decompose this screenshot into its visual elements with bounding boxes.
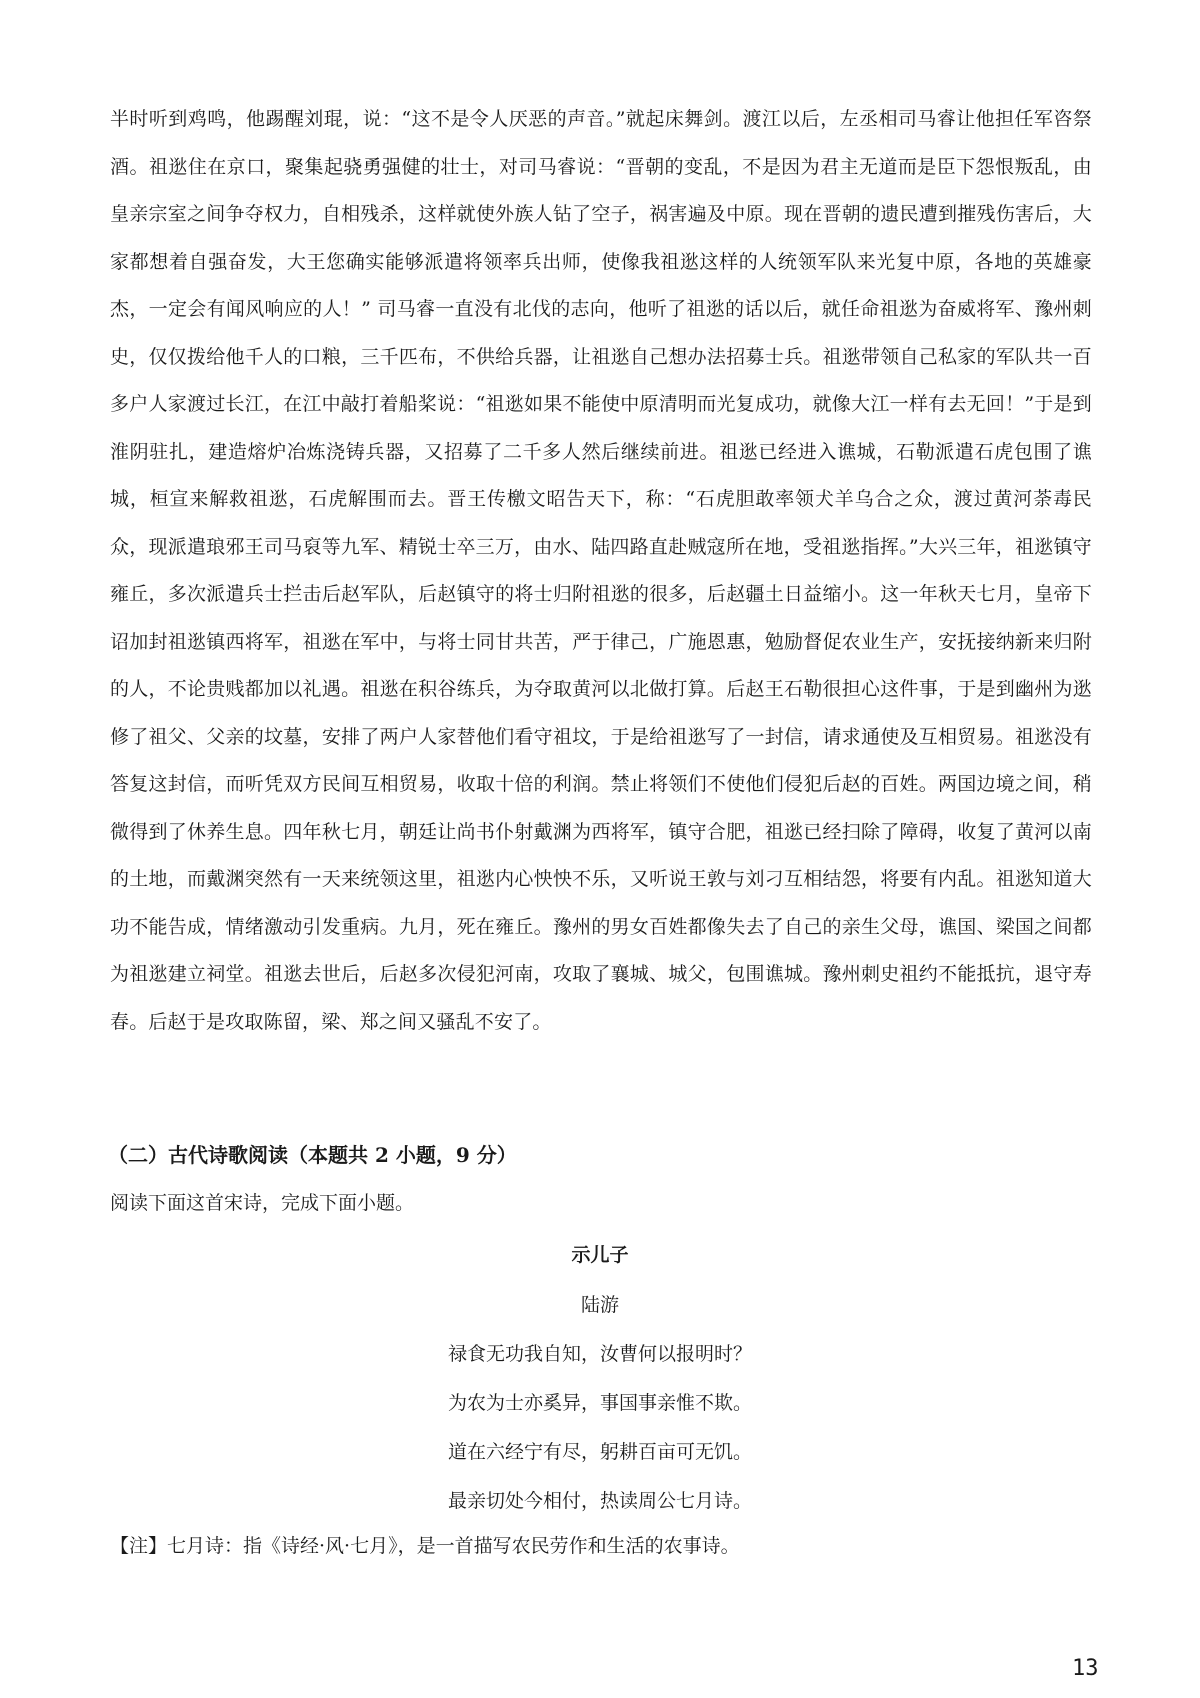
poem-line: 为农为士亦奚异，事国事亲惟不欺。	[447, 1392, 752, 1414]
poem-line: 最亲切处今相付，热读周公七月诗。	[447, 1490, 752, 1512]
poem-author: 陆游	[580, 1294, 619, 1316]
poem-lines	[0, 1330, 1200, 1526]
poem-line: 道在六经宁有尽，躬耕百亩可无饥。	[447, 1441, 752, 1463]
body-paragraph: 半时听到鸡鸣，他踢醒刘琨，说：“这不是令人厌恶的声音。”就起床舞剑。渡江以后，左丞相司马睿让他担任军咨祭酒。祖逖住在京口，聚集起骁勇强健的壮士，对司马睿说：“晋朝的变乱，不是因为君主无道而是臣下怨恨叛乱，由皇亲宗室之间争夺权力，自相残杀，这样就使外族人钻了空子，祸害遍及中原。现在晋朝的遗民遭到摧残伤害后，大家都想着自强奋发，大王您确实能够派遣将领率兵出师，使像我祖逖这样的人统领军队来光复中原，各地的英雄豪杰，一定会有闻风响应的人！” 司马睿一直没有北伐的志向，他听了祖逖的话以后，就任命祖逖为奋威将军、豫州刺史，仅仅拨给他千人的口粮，三千匹布，不供给兵器，让祖逖自己想办法招募士兵。祖逖带领自己私家的军队共一百多户人家渡过长江，在江中敲打着船桨说：“祖逖如果不能使中原清明而光复成功，就像大江一样有去无回！”于是到淮阴驻扎，建造熔炉冶炼浇铸兵器，又招募了二千多人然后继续前进。祖逖已经进入谯城，石勒派遣石虎包围了谯城，桓宣来解救祖逖，石虎解围而去。晋王传檄文昭告天下，称：“石虎胆敢率领犬羊乌合之众，渡过黄河荼毒民众，现派遣琅邪王司马裒等九军、精锐士卒三万，由水、陆四路直赴贼寇所在地，受祖逖指挥。”大兴三年，祖逖镇守雍丘，多次派遣兵士拦击后赵军队，后赵镇守的将士归附祖逖的很多，后赵疆土日益缩小。这一年秋天七月，皇帝下诏加封祖逖镇西将军，祖逖在军中，与将士同甘共苦，严于律己，广施恩惠，勉励督促农业生产，安抚接纳新来归附的人，不论贵贱都加以礼遇。祖逖在积谷练兵，为夺取黄河以北做打算。后赵王石勒很担心这件事，于是到幽州为逖修了祖父、父亲的坟墓，安排了两户人家替他们看守祖坟，于是给祖逖写了一封信，请求通使及互相贸易。祖逖没有答复这封信，而听凭双方民间互相贸易，收取十倍的利润。禁止将领们不使他们侵犯后赵的百姓。两国边境之间，稍微得到了休养生息。四年秋七月，朝廷让尚书仆射戴渊为西将军，镇守合肥，祖逖已经扫除了障碍，收复了黄河以南的土地，而戴渊突然有一天来统领这里，祖逖内心怏怏不乐，又听说王敦与刘刁互相结怨，将要有内乱。祖逖知道大功不能告成，情绪激动引发重病。九月，死在雍丘。豫州的男女百姓都像失去了自己的亲生父母，谯国、梁国之间都为祖逖建立祠堂。祖逖去世后，后赵多次侵犯河南，攻取了襄城、城父，包围谯城。豫州刺史祖约不能抵抗，退守寿春。后赵于是攻取陈留，梁、郑之间又骚乱不安了。	[110, 108, 1092, 1033]
section-heading: （二）古代诗歌阅读（本题共 2 小题，9 分）	[108, 1143, 517, 1167]
poem-line: 禄食无功我自知，汝曹何以报明时？	[447, 1343, 752, 1365]
page-number: 13	[1072, 1656, 1099, 1681]
poem-note: 【注】七月诗：指《诗经·风·七月》，是一首描写农民劳作和生活的农事诗。	[110, 1535, 740, 1557]
poem-title: 示儿子	[571, 1244, 629, 1266]
instruction-text: 阅读下面这首宋诗，完成下面小题。	[110, 1192, 415, 1214]
